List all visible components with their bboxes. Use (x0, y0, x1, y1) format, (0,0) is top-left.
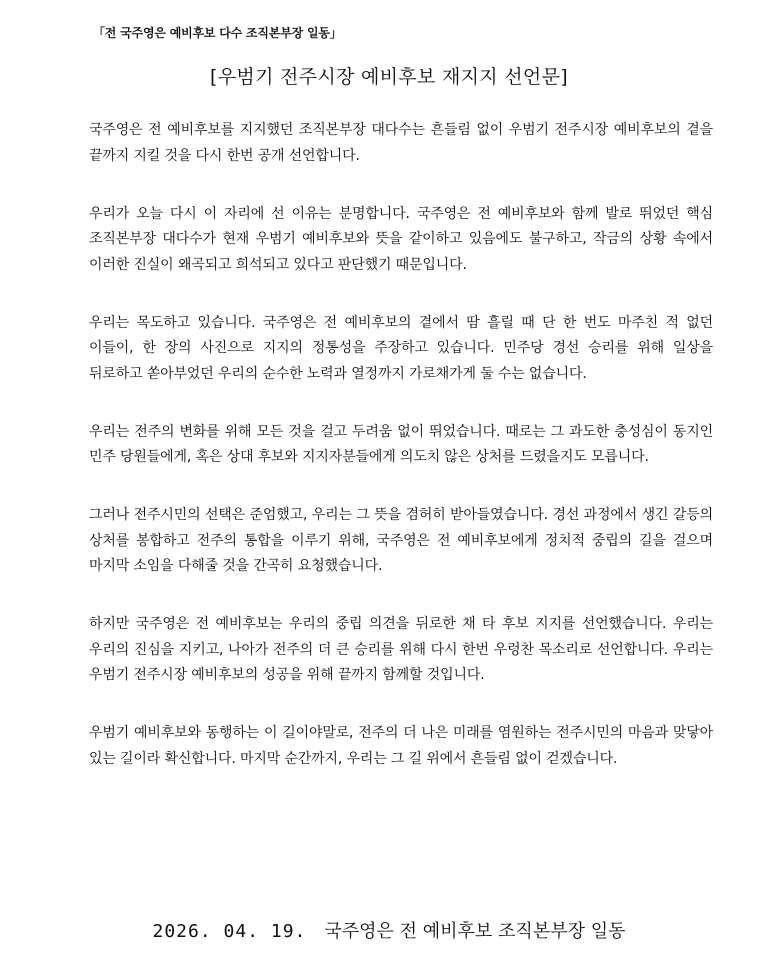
document-body (89, 118, 713, 805)
header-label: 「전 국주영은 예비후보 다수 조직본부장 일동」 (93, 26, 342, 40)
paragraph-6: 하지만 국주영은 전 예비후보는 우리의 중립 의견을 뒤로한 채 타 후보 지지를 선언했습니다. 우리는 우리의 진심을 지키고, 나아가 전주의 더 큰 승리를 위해 다시 한번 우렁찬 목소리로 선언합니다. 우리는 우범기 전주시장 예비후보의 성공을 위해 끝까지 함께할 것입니다. (89, 616, 713, 683)
paragraph-3: 우리는 목도하고 있습니다. 국주영은 전 예비후보의 곁에서 땀 흘릴 때 단 한 번도 마주친 적 없던 이들이, 한 장의 사진으로 지지의 정통성을 주장하고 있습니다. 민주당 경선 승리를 위해 일상을 뒤로하고 쏟아부었던 우리의 순수한 노력과 열정까지 가로채가게 둘 수는 없습니다. (89, 314, 713, 382)
paragraph-4: 우리는 전주의 변화를 위해 모든 것을 걸고 두려움 없이 뛰었습니다. 때로는 그 과도한 충성심이 동지인 민주 당원들에게, 혹은 상대 후보와 지지자분들에게 의도치 않은 상처를 드렸을지도 모릅니다. (89, 423, 713, 465)
signature-date: 2026. 04. 19. (152, 921, 307, 942)
paragraph-1: 국주영은 전 예비후보를 지지했던 조직본부장 대다수는 흔들림 없이 우범기 전주시장 예비후보의 곁을 끝까지 지킬 것을 다시 한번 공개 선언합니다. (89, 122, 713, 164)
signature-signer: 국주영은 전 예비후보 조직본부장 일동 (324, 921, 626, 942)
signature-line (0, 917, 778, 943)
paragraph-2: 우리가 오늘 다시 이 자리에 선 이유는 분명합니다. 국주영은 전 예비후보와 함께 발로 뛰었던 핵심 조직본부장 대다수가 현재 우범기 예비후보와 뜻을 같이하고 있음에도 불구하고, 작금의 상황 속에서 이러한 진실이 왜곡되고 희석되고 있다고 판단했기 때문입니다. (89, 205, 713, 273)
paragraph-5: 그러나 전주시민의 선택은 준엄했고, 우리는 그 뜻을 겸허히 받아들였습니다. 경선 과정에서 생긴 갈등의 상처를 봉합하고 전주의 통합을 이루기 위해, 국주영은 전 예비후보에게 정치적 중립의 길을 걸으며 마지막 소임을 다해줄 것을 간곡히 요청했습니다. (89, 507, 713, 574)
document-title: [우범기 전주시장 예비후보 재지지 선언문] (210, 66, 568, 88)
paragraph-7: 우범기 예비후보와 동행하는 이 길이야말로, 전주의 더 나은 미래를 염원하는 전주시민의 마음과 맞닿아 있는 길이라 확신합니다. 마지막 순간까지, 우리는 그 길 위에서 흔들림 없이 걷겠습니다. (89, 725, 713, 767)
